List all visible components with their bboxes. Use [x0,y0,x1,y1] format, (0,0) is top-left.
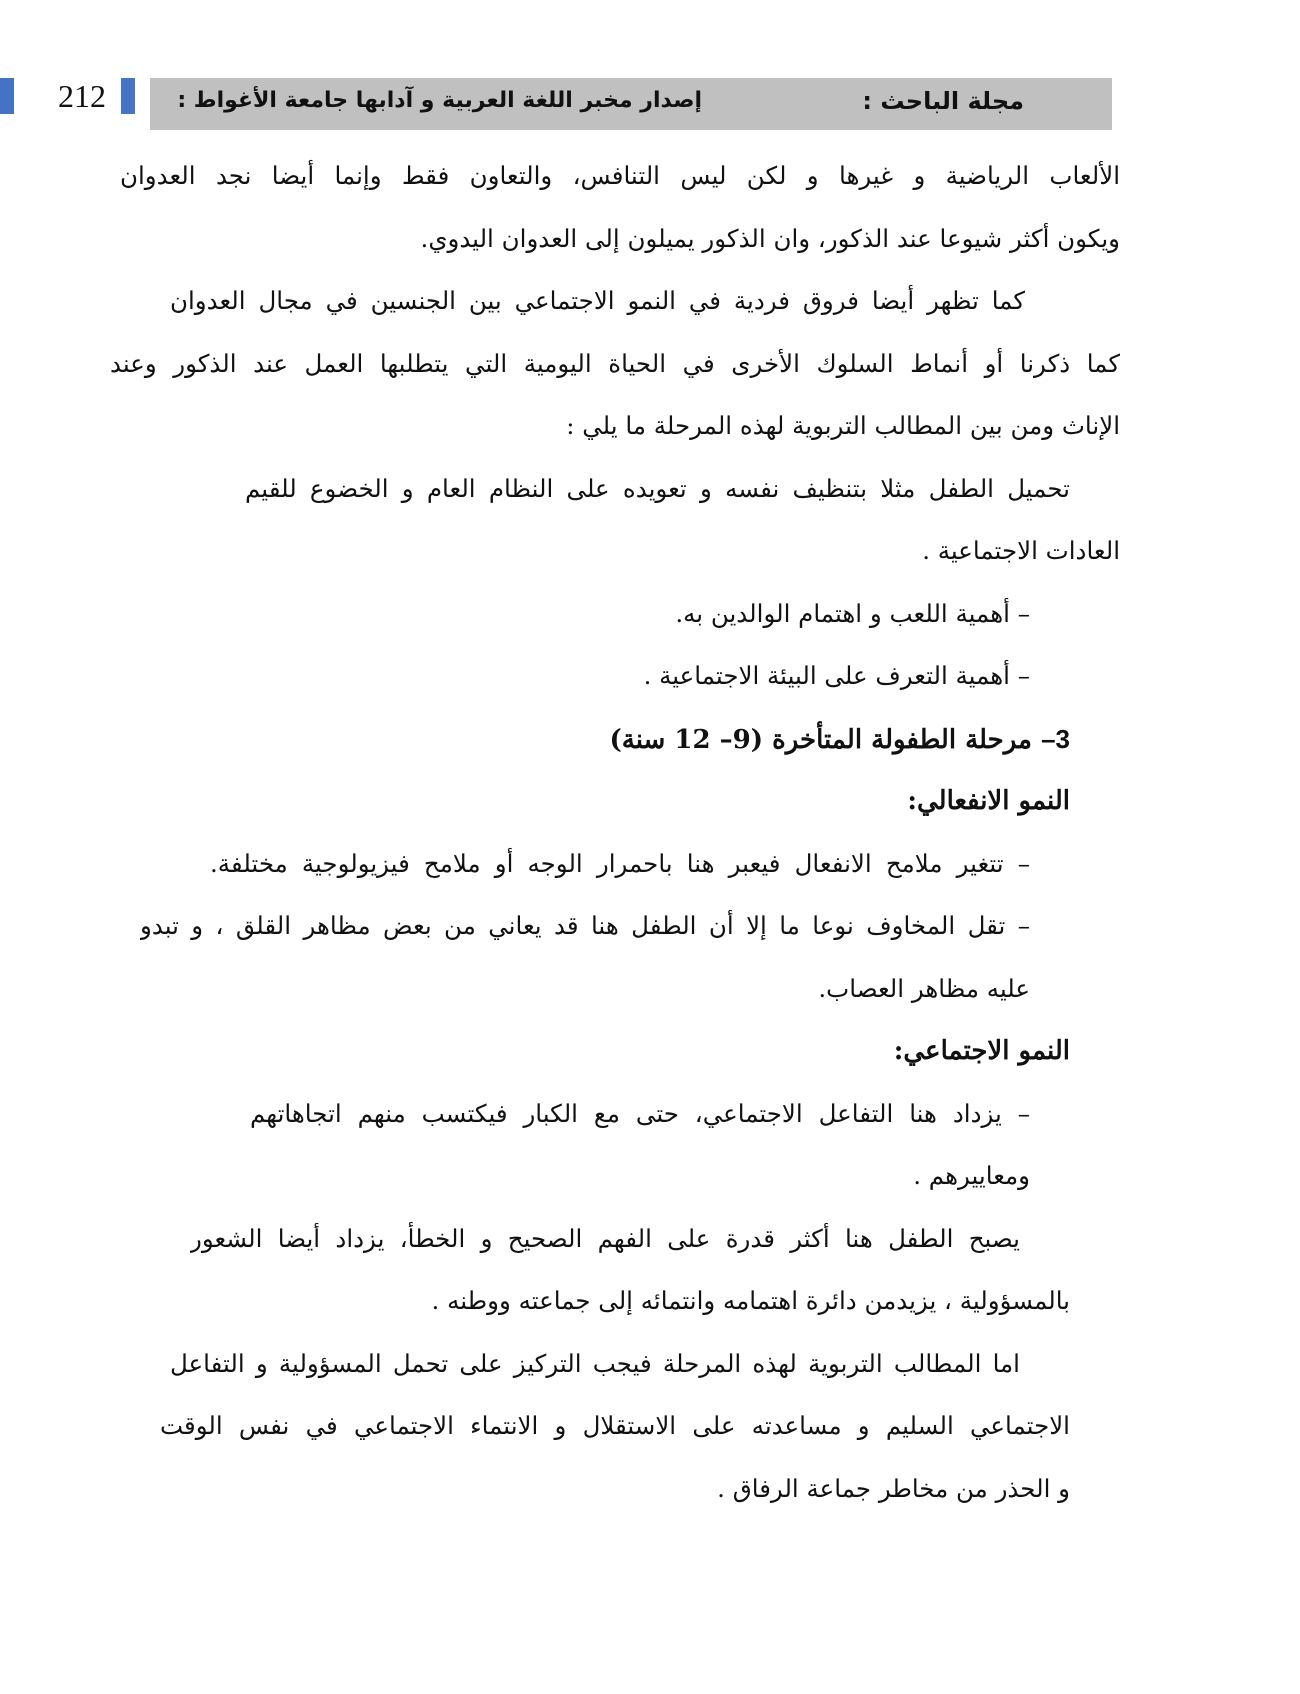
journal-subtitle: إصدار مخبر اللغة العربية و آدابها جامعة الأغواط : [177,88,702,113]
list-item: – أهمية التعرف على البيئة الاجتماعية . [643,661,1030,690]
list-item: – تقل المخاوف نوعا ما إلا أن الطفل هنا قد يعاني من بعض مظاهر القلق ، و تبدو [140,911,1030,940]
list-item-continuation: عليه مظاهر العصاب. [818,973,1030,1003]
article-body [110,145,1120,1520]
body-line: بالمسؤولية ، يزيدمن دائرة اهتمامه وانتمائه إلى جماعته ووطنه . [431,1286,1070,1315]
page-number: 212 [58,78,106,114]
body-line: و الحذر من مخاطر جماعة الرفاق . [717,1473,1070,1503]
list-item: – يزداد هنا التفاعل الاجتماعي، حتى مع الكبار فيكتسب منهم اتجاهاتهم [250,1098,1030,1128]
page-number-tab [121,78,135,114]
section-title: مرحلة الطفولة المتأخرة (9– 12 سنة) [609,724,1032,755]
body-line: كما ذكرنا أو أنماط السلوك الأخرى في الحياة اليومية التي يتطلبها العمل عند الذكور وعند [110,348,1120,378]
subsection-heading: النمو الاجتماعي: [893,1036,1070,1066]
journal-name: مجلة الباحث : [862,87,1024,115]
subsection-heading: النمو الانفعالي: [907,786,1070,816]
body-line: كما تظهر أيضا فروق فردية في النمو الاجتماعي بين الجنسين في مجال العدوان [170,286,1025,315]
body-line: اما المطالب التربوية لهذه المرحلة فيجب التركيز على تحمل المسؤولية و التفاعل [170,1348,1020,1378]
body-line: تحميل الطفل مثلا بتنظيف نفسه و تعويده على النظام العام و الخضوع للقيم [245,473,1070,503]
body-line: يصبح الطفل هنا أكثر قدرة على الفهم الصحيح و الخطأ، يزداد أيضا الشعور [190,1223,1020,1253]
body-line: ويكون أكثر شيوعا عند الذكور، وان الذكور يميلون إلى العدوان اليدوي. [420,223,1120,253]
section-number: 3– [1041,723,1070,754]
section-heading [120,708,1070,771]
list-item: – أهمية اللعب و اهتمام الوالدين به. [675,598,1030,628]
list-item-continuation: ومعاييرهم . [913,1161,1030,1190]
body-line: العادات الاجتماعية . [922,536,1120,565]
page-edge-tab [0,78,14,114]
body-line: الإناث ومن بين المطالب التربوية لهذه المرحلة ما يلي : [566,411,1120,440]
body-line: الألعاب الرياضية و غيرها و لكن ليس التنافس، والتعاون فقط وإنما أيضا نجد العدوان [120,161,1120,190]
list-item: – تتغير ملامح الانفعال فيعبر هنا باحمرار الوجه أو ملامح فيزيولوجية مختلفة. [210,848,1030,878]
body-line: الاجتماعي السليم و مساعدته على الاستقلال و الانتماء الاجتماعي في نفس الوقت [160,1411,1070,1440]
